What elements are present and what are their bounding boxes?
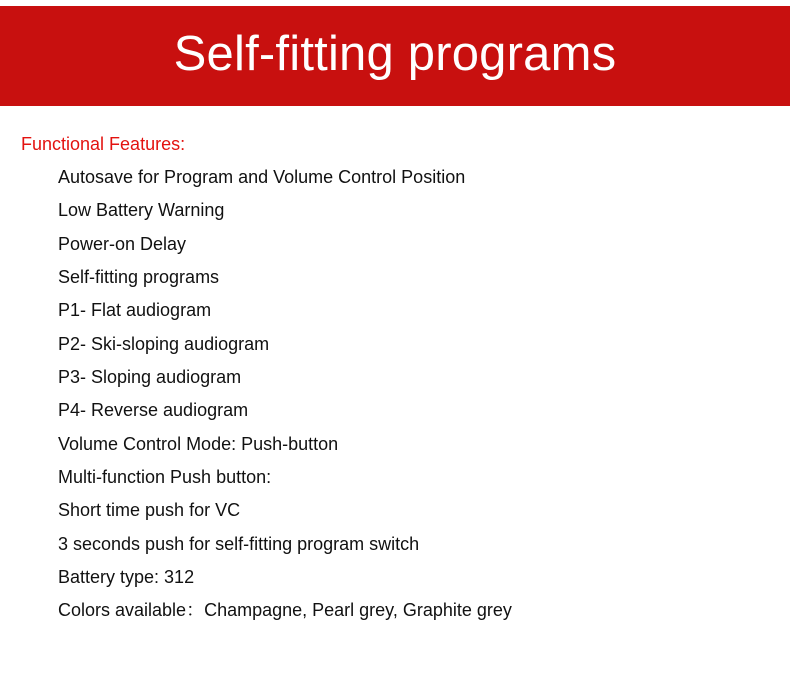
feature-item-low-battery-warning: Low Battery Warning: [58, 200, 225, 221]
feature-item-short-push: Short time push for VC: [58, 500, 241, 521]
title-banner: [0, 6, 790, 106]
feature-item-self-fitting-programs: Self-fitting programs: [58, 267, 220, 288]
feature-item-volume-control-mode: Volume Control Mode: Push-button: [58, 433, 339, 454]
feature-item-colors-available: Colors available：Champagne, Pearl grey, Graphite grey: [58, 600, 512, 621]
feature-item-p2: P2- Ski-sloping audiogram: [58, 333, 270, 354]
page-title: Self-fitting programs: [173, 26, 617, 81]
feature-list: [58, 167, 512, 634]
feature-item-p1: P1- Flat audiogram: [58, 300, 212, 321]
feature-item-long-push: 3 seconds push for self-fitting program switch: [58, 533, 420, 554]
feature-item-battery-type: Battery type: 312: [58, 567, 195, 588]
feature-item-multi-function-button: Multi-function Push button:: [58, 467, 272, 488]
feature-item-p4: P4- Reverse audiogram: [58, 400, 249, 421]
feature-item-power-on-delay: Power-on Delay: [58, 233, 187, 254]
feature-item-autosave: Autosave for Program and Volume Control Position: [58, 167, 466, 187]
functional-features-heading: Functional Features:: [21, 134, 186, 154]
feature-item-p3: P3- Sloping audiogram: [58, 367, 242, 388]
